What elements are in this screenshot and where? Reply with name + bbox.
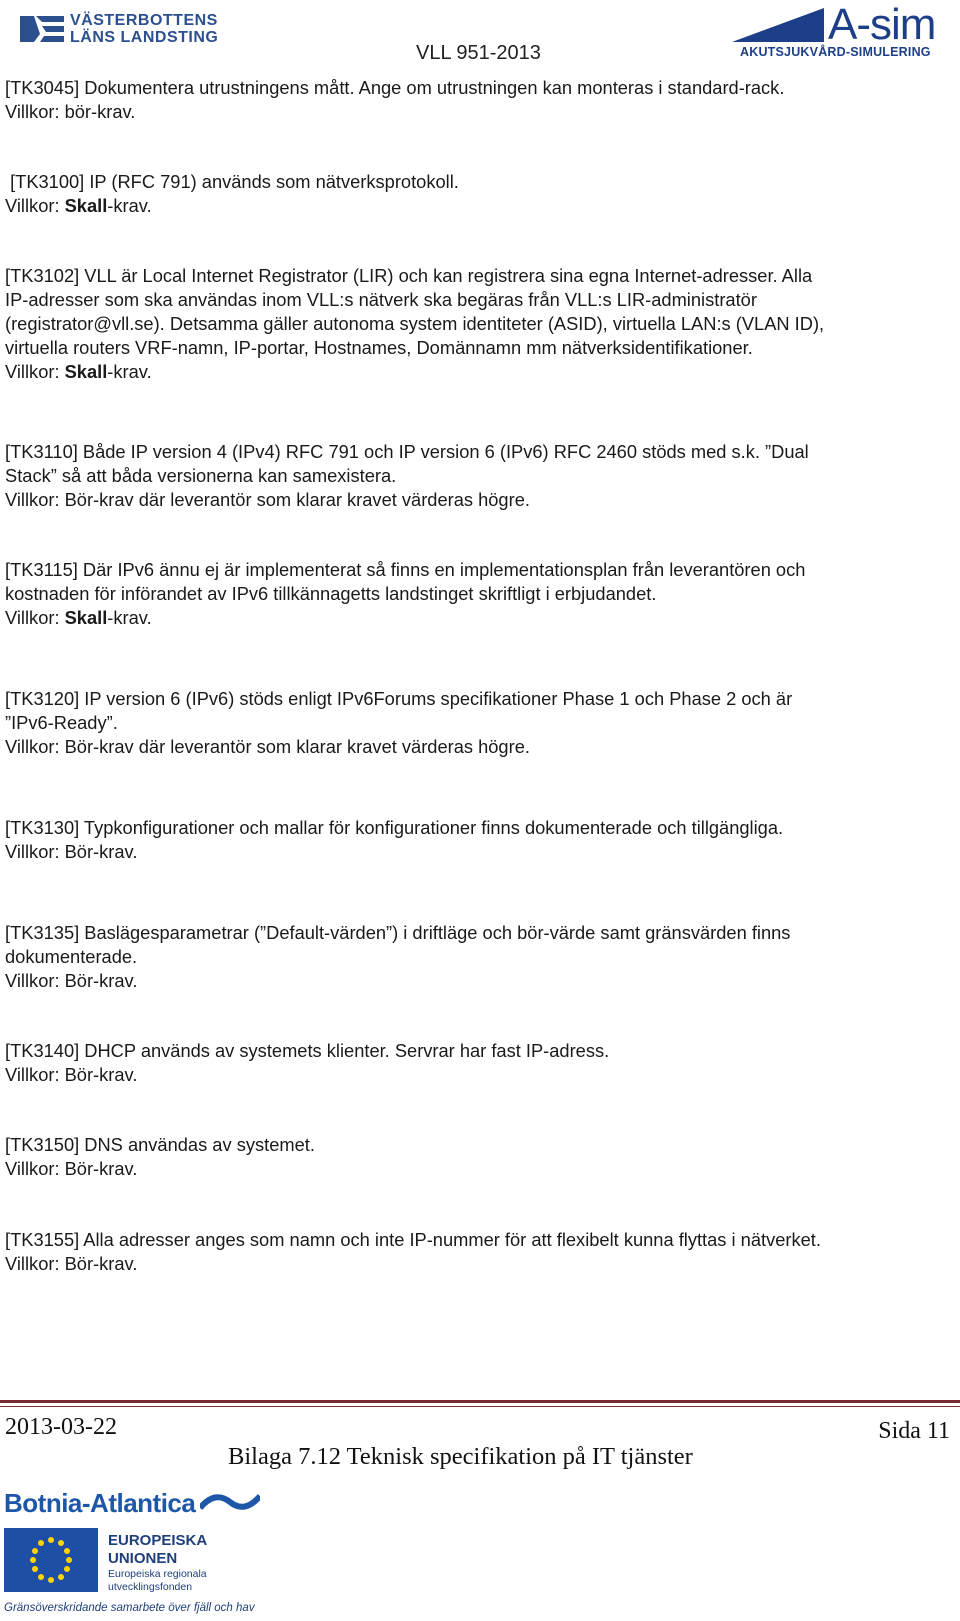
requirement-line: [TK3115] Där IPv6 ännu ej är implementerat så finns en implementationsplan från leverantören och	[5, 559, 806, 580]
requirement-tk3140	[5, 1039, 609, 1087]
requirement-line: IP-adresser som ska användas inom VLL:s nätverk ska begäras från VLL:s LIR-administratör	[5, 289, 757, 310]
eu-funding-logo	[0, 1488, 270, 1621]
asim-logo-swoosh-icon	[732, 2, 842, 46]
requirement-line: [TK3120] IP version 6 (IPv6) stöds enligt IPv6Forums specifikationer Phase 1 och Phase 2 och är	[5, 688, 793, 709]
requirement-condition: Villkor: Bör-krav där leverantör som klarar kravet värderas högre.	[5, 489, 530, 510]
condition-label: Villkor:	[5, 361, 65, 382]
requirement-line: Stack” så att båda versionerna kan samexistera.	[5, 465, 397, 486]
vll-logo-mark-icon	[20, 12, 64, 46]
eu-flag-icon	[4, 1528, 98, 1592]
vll-logo	[20, 12, 218, 46]
condition-suffix: -krav.	[107, 195, 152, 216]
requirement-line: [TK3102] VLL är Local Internet Registrator (LIR) och kan registrera sina egna Internet-adresser. Alla	[5, 265, 813, 286]
vll-logo-line1: VÄSTERBOTTENS	[70, 12, 218, 29]
asim-logo	[738, 0, 954, 62]
asim-logo-name: A-sim	[828, 0, 936, 49]
footer-page-number: Sida 11	[878, 1418, 950, 1444]
footer-document-title: Bilaga 7.12 Teknisk specifikation på IT tjänster	[228, 1443, 693, 1470]
requirement-tk3100	[5, 170, 459, 218]
vll-logo-text	[70, 12, 218, 46]
requirement-line: [TK3150] DNS användas av systemet.	[5, 1134, 315, 1155]
asim-logo-tagline: AKUTSJUKVÅRD-SIMULERING	[740, 45, 931, 59]
botnia-atlantica-wave-icon	[200, 1488, 260, 1516]
requirement-line: virtuella routers VRF-namn, IP-portar, Hostnames, Domännamn mm nätverksidentifikationer.	[5, 337, 753, 358]
condition-suffix: -krav.	[107, 361, 152, 382]
eu-union-line2: UNIONEN	[108, 1550, 178, 1567]
requirement-tk3155	[5, 1228, 821, 1276]
condition-level: Skall	[64, 607, 108, 628]
requirement-tk3130	[5, 816, 783, 864]
requirement-tk3135	[5, 921, 790, 993]
requirement-line: [TK3110] Både IP version 4 (IPv4) RFC 791 och IP version 6 (IPv6) RFC 2460 stöds med s.k. ”Dual	[5, 441, 809, 462]
requirement-tk3045	[5, 76, 784, 124]
vll-logo-line2: LÄNS LANDSTING	[70, 29, 219, 46]
condition-suffix: -krav.	[107, 607, 152, 628]
requirement-line: (registrator@vll.se). Detsamma gäller autonoma system identiteter (ASID), virtuella LAN:s (VLAN ID),	[5, 313, 825, 334]
requirement-condition: Villkor: Bör-krav.	[5, 841, 138, 862]
condition-level: Skall	[64, 361, 108, 382]
requirement-condition: Villkor: Bör-krav.	[5, 1253, 138, 1274]
requirement-line: [TK3130] Typkonfigurationer och mallar för konfigurationer finns dokumenterade och tillgängliga.	[5, 817, 784, 838]
condition-label: Villkor:	[5, 195, 65, 216]
requirement-tk3110	[5, 440, 809, 512]
condition-level: Skall	[64, 195, 108, 216]
eu-fund-line1: Europeiska regionala	[108, 1568, 207, 1580]
eu-fund-line2: utvecklingsfonden	[108, 1581, 193, 1593]
requirement-line: dokumenterade.	[5, 946, 138, 967]
requirement-line: [TK3045] Dokumentera utrustningens mått. Ange om utrustningen kan monteras i standard-rack.	[5, 77, 785, 98]
page-header	[0, 0, 960, 80]
requirement-condition: Villkor: Bör-krav.	[5, 970, 138, 991]
requirement-condition: Villkor: Bör-krav.	[5, 1064, 138, 1085]
condition-label: Villkor:	[5, 607, 65, 628]
requirement-tk3120	[5, 687, 792, 759]
requirement-line: [TK3135] Baslägesparametrar (”Default-värden”) i driftläge och bör-värde samt gränsvärden finns	[5, 922, 791, 943]
eu-slogan: Gränsöverskridande samarbete över fjäll och hav	[4, 1602, 255, 1614]
requirement-line: [TK3140] DHCP används av systemets klienter. Servrar har fast IP-adress.	[5, 1040, 610, 1061]
eu-text	[108, 1532, 207, 1594]
requirement-line: ”IPv6-Ready”.	[5, 712, 118, 733]
requirement-condition: Villkor: Bör-krav.	[5, 1158, 138, 1179]
requirement-tk3150	[5, 1133, 315, 1181]
requirement-condition: Villkor: Bör-krav där leverantör som klarar kravet värderas högre.	[5, 736, 530, 757]
requirement-condition	[5, 194, 459, 218]
document-id: VLL 951-2013	[416, 42, 541, 64]
requirement-line: kostnaden för införandet av IPv6 tillkännagetts landstinget skriftligt i erbjudandet.	[5, 583, 657, 604]
requirement-tk3115	[5, 558, 805, 630]
requirement-condition: Villkor: bör-krav.	[5, 101, 136, 122]
requirement-line: [TK3100] IP (RFC 791) används som nätverksprotokoll.	[5, 171, 459, 192]
requirement-condition	[5, 606, 805, 630]
footer-rule	[0, 1400, 960, 1403]
requirement-line: [TK3155] Alla adresser anges som namn och inte IP-nummer för att flexibelt kunna flyttas i nätverket.	[5, 1229, 821, 1250]
footer-rule-thin	[0, 1406, 960, 1407]
requirement-tk3102	[5, 264, 824, 384]
footer-date: 2013-03-22	[5, 1414, 117, 1440]
requirement-condition	[5, 360, 824, 384]
botnia-atlantica-logo-text: Botnia-Atlantica	[4, 1488, 196, 1518]
eu-union-line1: EUROPEISKA	[108, 1532, 208, 1549]
